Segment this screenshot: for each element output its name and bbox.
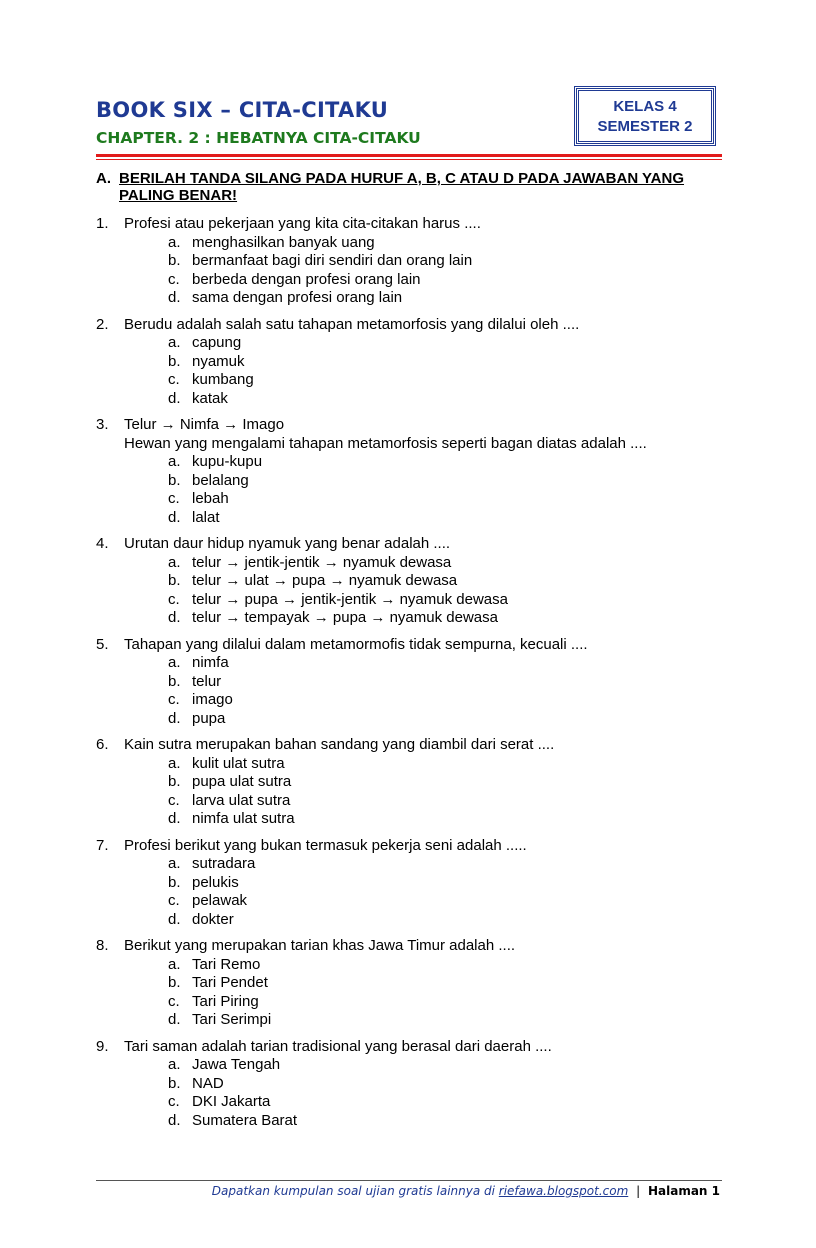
question-item (96, 316, 716, 409)
answer-option[interactable] (96, 710, 716, 729)
question-text (96, 316, 716, 335)
question-number: 8. (96, 937, 109, 954)
question-item (96, 636, 716, 729)
option-letter: c. (168, 892, 180, 909)
option-text: pupa ulat sutra (192, 773, 292, 790)
question-item (96, 837, 716, 930)
question-line: Telur → Nimfa → Imago (124, 416, 285, 433)
option-text: Tari Serimpi (192, 1011, 272, 1028)
question-line: Berikut yang merupakan tarian khas Jawa Timur adalah .... (124, 937, 516, 954)
question-number: 4. (96, 535, 109, 552)
answer-option[interactable] (96, 755, 716, 774)
answer-option[interactable] (96, 956, 716, 975)
question-text (96, 535, 716, 554)
question-text (96, 435, 716, 454)
question-number: 9. (96, 1037, 109, 1055)
option-letter: c. (168, 270, 180, 288)
option-letter: c. (168, 590, 180, 608)
option-letter: d. (168, 389, 181, 407)
answer-option[interactable] (96, 490, 716, 509)
option-text: telur → pupa → jentik-jentik → nyamuk dewasa (192, 590, 508, 608)
class-label: KELAS 4 (613, 98, 677, 115)
answer-option[interactable] (96, 691, 716, 710)
answer-option[interactable] (96, 371, 716, 390)
option-letter: d. (168, 609, 181, 626)
question-text (96, 215, 716, 234)
option-letter: b. (168, 471, 181, 489)
option-text: lalat (192, 508, 220, 526)
question-line: Tari saman adalah tarian tradisional yang berasal dari daerah .... (124, 1037, 552, 1055)
option-letter: a. (168, 754, 181, 772)
answer-option[interactable] (96, 673, 716, 692)
option-letter: d. (168, 1111, 181, 1129)
answer-option[interactable] (96, 1112, 716, 1131)
question-line: Kain sutra merupakan bahan sandang yang diambil dari serat .... (124, 736, 555, 753)
question-line: Berudu adalah salah satu tahapan metamorfosis yang dilalui oleh .... (124, 315, 580, 333)
option-letter: a. (168, 654, 181, 671)
answer-option[interactable] (96, 974, 716, 993)
question-number: 3. (96, 416, 109, 433)
option-letter: d. (168, 508, 181, 526)
option-text: sutradara (192, 855, 256, 872)
option-letter: d. (168, 289, 181, 306)
option-letter: b. (168, 252, 181, 269)
option-letter: c. (168, 992, 180, 1010)
section-letter: A. (96, 170, 111, 187)
answer-option[interactable] (96, 252, 716, 271)
option-text: menghasilkan banyak uang (192, 233, 375, 251)
option-letter: a. (168, 855, 181, 872)
section-instruction (96, 170, 696, 204)
option-text: nimfa (192, 654, 229, 671)
option-letter: c. (168, 1093, 180, 1110)
option-text: belalang (192, 471, 249, 489)
option-text: Sumatera Barat (192, 1111, 298, 1129)
option-letter: d. (168, 910, 181, 928)
option-letter: b. (168, 1074, 181, 1092)
option-text: capung (192, 334, 242, 351)
header-divider (96, 154, 722, 157)
question-line: Profesi atau pekerjaan yang kita cita-citakan harus .... (124, 215, 481, 232)
question-line: Urutan daur hidup nyamuk yang benar adalah .... (124, 535, 451, 552)
question-number: 6. (96, 736, 109, 753)
option-text: telur → tempayak → pupa → nyamuk dewasa (192, 609, 498, 626)
option-text: kupu-kupu (192, 453, 263, 470)
page-header (96, 96, 722, 156)
option-letter: b. (168, 873, 181, 891)
question-text (96, 736, 716, 755)
question-text (96, 416, 716, 435)
answer-option[interactable] (96, 1011, 716, 1030)
answer-option[interactable] (96, 911, 716, 930)
option-letter: c. (168, 490, 180, 507)
option-letter: c. (168, 791, 180, 809)
answer-option[interactable] (96, 509, 716, 528)
option-letter: a. (168, 553, 181, 571)
option-text: telur (192, 672, 222, 690)
question-item (96, 416, 716, 527)
question-item (96, 937, 716, 1030)
option-letter: b. (168, 773, 181, 790)
question-item (96, 215, 716, 308)
footer-link[interactable]: riefawa.blogspot.com (498, 1184, 629, 1198)
answer-option[interactable] (96, 271, 716, 290)
answer-option[interactable] (96, 1075, 716, 1094)
answer-option[interactable] (96, 773, 716, 792)
question-line: Profesi berikut yang bukan termasuk pekerja seni adalah ..... (124, 836, 527, 854)
question-text (96, 837, 716, 856)
question-number: 2. (96, 315, 109, 333)
section-instruction-text: BERILAH TANDA SILANG PADA HURUF A, B, C ATAU D PADA JAWABAN YANG PALING BENAR! (119, 170, 685, 204)
option-text: imago (192, 691, 233, 708)
answer-option[interactable] (96, 591, 716, 610)
option-letter: d. (168, 810, 181, 827)
question-number: 5. (96, 635, 109, 653)
option-letter: b. (168, 974, 181, 991)
page-number: Halaman 1 (647, 1184, 720, 1198)
answer-option[interactable] (96, 855, 716, 874)
question-item (96, 736, 716, 829)
question-list (96, 215, 716, 1138)
option-text: nimfa ulat sutra (192, 810, 295, 827)
option-text: sama dengan profesi orang lain (192, 289, 403, 306)
answer-option[interactable] (96, 993, 716, 1012)
question-text (96, 937, 716, 956)
option-letter: b. (168, 672, 181, 690)
option-text: Tari Piring (192, 992, 259, 1010)
option-text: NAD (192, 1074, 224, 1092)
option-text: Jawa Tengah (192, 1056, 281, 1073)
option-letter: a. (168, 453, 181, 470)
answer-option[interactable] (96, 289, 716, 308)
footer-separator: | (636, 1184, 641, 1198)
question-line: Tahapan yang dilalui dalam metamormofis tidak sempurna, kecuali .... (124, 635, 588, 653)
class-semester-box (576, 88, 714, 144)
option-text: kumbang (192, 371, 254, 388)
option-text: pupa (192, 709, 226, 727)
answer-option[interactable] (96, 572, 716, 591)
answer-option[interactable] (96, 453, 716, 472)
answer-option[interactable] (96, 554, 716, 573)
option-letter: a. (168, 1056, 181, 1073)
option-text: kulit ulat sutra (192, 754, 285, 772)
answer-option[interactable] (96, 1093, 716, 1112)
option-text: Tari Remo (192, 955, 261, 973)
footer-note: Dapatkan kumpulan soal ujian gratis lainnya di (211, 1184, 495, 1198)
option-letter: a. (168, 233, 181, 251)
option-text: pelawak (192, 892, 248, 909)
option-letter: c. (168, 691, 180, 708)
answer-option[interactable] (96, 1056, 716, 1075)
option-text: nyamuk (192, 352, 245, 370)
option-text: telur → jentik-jentik → nyamuk dewasa (192, 553, 452, 571)
option-text: dokter (192, 910, 234, 928)
option-text: Tari Pendet (192, 974, 268, 991)
option-text: berbeda dengan profesi orang lain (192, 270, 421, 288)
answer-option[interactable] (96, 892, 716, 911)
question-line: Hewan yang mengalami tahapan metamorfosis seperti bagan diatas adalah .... (124, 434, 647, 452)
option-text: lebah (192, 490, 229, 507)
book-title: BOOK SIX – CITA-CITAKU (96, 98, 389, 122)
question-number: 7. (96, 836, 109, 854)
option-letter: a. (168, 955, 181, 973)
answer-option[interactable] (96, 234, 716, 253)
semester-label: SEMESTER 2 (597, 118, 693, 135)
option-text: bermanfaat bagi diri sendiri dan orang lain (192, 252, 473, 269)
answer-option[interactable] (96, 654, 716, 673)
footer-divider (96, 1180, 722, 1181)
question-text (96, 1038, 716, 1057)
answer-option[interactable] (96, 792, 716, 811)
answer-option[interactable] (96, 390, 716, 409)
answer-option[interactable] (96, 874, 716, 893)
answer-option[interactable] (96, 609, 716, 628)
page-footer (212, 1184, 720, 1198)
option-letter: b. (168, 572, 181, 589)
option-text: telur → ulat → pupa → nyamuk dewasa (192, 572, 458, 589)
answer-option[interactable] (96, 334, 716, 353)
question-item (96, 535, 716, 628)
answer-option[interactable] (96, 810, 716, 829)
option-text: DKI Jakarta (192, 1093, 271, 1110)
answer-option[interactable] (96, 353, 716, 372)
option-text: pelukis (192, 873, 239, 891)
option-letter: d. (168, 709, 181, 727)
option-letter: c. (168, 371, 180, 388)
option-letter: d. (168, 1011, 181, 1028)
answer-option[interactable] (96, 472, 716, 491)
option-text: larva ulat sutra (192, 791, 291, 809)
question-text (96, 636, 716, 655)
option-text: katak (192, 389, 228, 407)
option-letter: a. (168, 334, 181, 351)
chapter-title: CHAPTER. 2 : HEBATNYA CITA-CITAKU (96, 129, 421, 147)
header-divider-thin (96, 159, 722, 160)
option-letter: b. (168, 352, 181, 370)
question-number: 1. (96, 215, 109, 232)
question-item (96, 1038, 716, 1131)
